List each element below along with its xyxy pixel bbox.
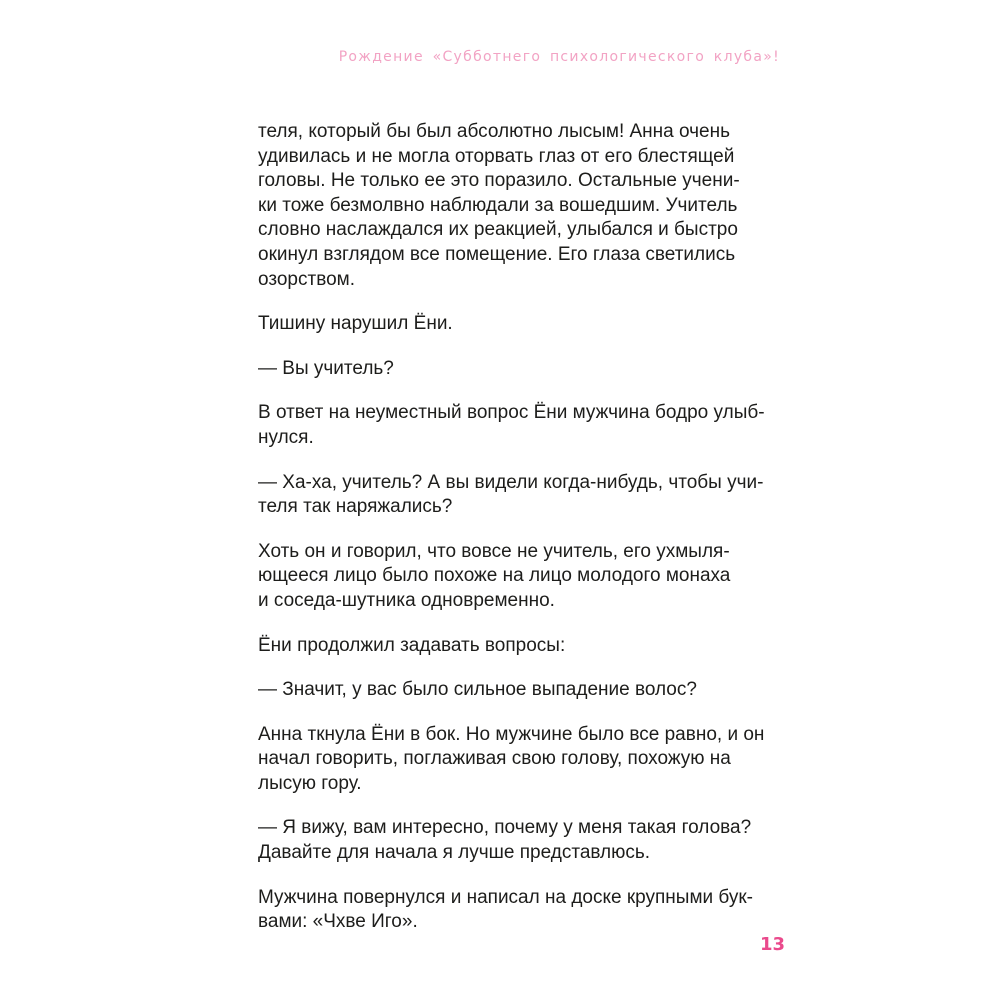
paragraph	[258, 357, 752, 382]
text-line: — Я вижу, вам интересно, почему у меня такая голова?	[258, 817, 752, 839]
text-line: Давайте для начала я лучше представлюсь.	[258, 842, 651, 864]
paragraph	[258, 312, 752, 337]
text-line: и соседа-шутника одновременно.	[258, 589, 555, 611]
text-line: — Ха-ха, учитель? А вы видели когда-нибудь, чтобы учи-	[258, 471, 764, 493]
paragraph	[258, 401, 765, 450]
text-line: теля так наряжались?	[258, 496, 453, 518]
text-line: ки тоже безмолвно наблюдали за вошедшим. Учитель	[258, 194, 738, 216]
paragraph	[258, 540, 752, 614]
body-text	[258, 120, 765, 955]
text-line: озорством.	[258, 268, 355, 290]
text-line: начал говорить, поглаживая свою голову, похожую на	[258, 748, 731, 770]
page-number: 13	[760, 934, 786, 955]
text-line: нулся.	[258, 426, 314, 448]
paragraph	[258, 886, 752, 935]
paragraph	[258, 634, 752, 659]
text-line: ющееся лицо было похоже на лицо молодого монаха	[258, 565, 731, 587]
text-line: головы. Не только ее это поразило. Остальные учени-	[258, 170, 740, 192]
paragraph	[258, 816, 752, 865]
text-line: — Значит, у вас было сильное выпадение волос?	[258, 679, 697, 701]
running-header: Рождение «Субботнего психологического клуба»!	[338, 49, 780, 65]
text-line: лысую гору.	[258, 772, 362, 794]
text-line: окинул взглядом все помещение. Его глаза светились	[258, 243, 736, 265]
text-line: Хоть он и говорил, что вовсе не учитель, его ухмыля-	[258, 540, 730, 562]
text-line: удивилась и не могла оторвать глаз от его блестящей	[258, 145, 735, 167]
paragraph	[258, 723, 765, 797]
text-line: Тишину нарушил Ёни.	[258, 313, 453, 335]
text-line: Анна ткнула Ёни в бок. Но мужчине было все равно, и он	[258, 723, 765, 745]
paragraph	[258, 471, 764, 520]
text-line: В ответ на неуместный вопрос Ёни мужчина бодро улыб-	[258, 402, 765, 424]
text-line: теля, который бы был абсолютно лысым! Анна очень	[258, 121, 731, 142]
text-line: — Вы учитель?	[258, 357, 394, 379]
text-line: Ёни продолжил задавать вопросы:	[258, 634, 566, 656]
paragraph	[258, 678, 752, 703]
paragraph	[258, 120, 752, 292]
text-line: вами: «Чхве Иго».	[258, 911, 418, 933]
text-line: словно наслаждался их реакцией, улыбался и быстро	[258, 219, 738, 241]
text-line: Мужчина повернулся и написал на доске крупными бук-	[258, 886, 754, 908]
